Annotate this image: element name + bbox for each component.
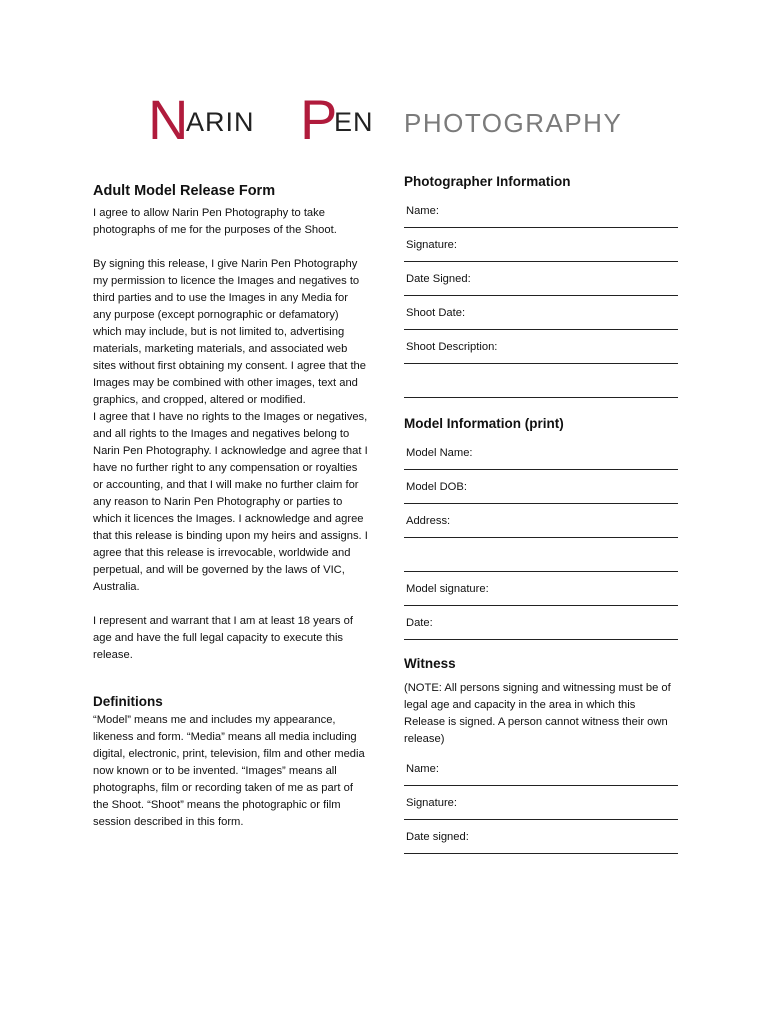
model-dob-field[interactable]: Model DOB: bbox=[404, 470, 678, 504]
company-logo bbox=[148, 88, 668, 151]
model-address-field[interactable]: Address: bbox=[404, 504, 678, 538]
shoot-description-extra-line[interactable] bbox=[404, 364, 678, 398]
photographer-signature-field[interactable]: Signature: bbox=[404, 228, 678, 262]
photographer-name-field[interactable]: Name: bbox=[404, 194, 678, 228]
consent-paragraph: I agree to allow Narin Pen Photography to take photographs of me for the purposes of the Shoot. bbox=[93, 207, 337, 236]
witness-section-title: Witness bbox=[404, 656, 456, 671]
logo-word-narin: ARIN bbox=[186, 107, 255, 137]
model-name-field[interactable]: Model Name: bbox=[404, 436, 678, 470]
model-address-extra-line[interactable] bbox=[404, 538, 678, 572]
definitions-paragraph: “Model” means me and includes my appearance, likeness and form. “Media” means all media including digital, electronic, print, television, film and other media now known or to be invented. “Images” means all photographs, film or recording taken of me as part of the Shoot. “Shoot” means the photographic or film session described in this form. bbox=[93, 714, 365, 828]
logo-initial-p: P bbox=[300, 88, 338, 151]
photographer-date-signed-field[interactable]: Date Signed: bbox=[404, 262, 678, 296]
model-signature-field[interactable]: Model signature: bbox=[404, 572, 678, 606]
model-section-title: Model Information (print) bbox=[404, 416, 564, 431]
shoot-description-field[interactable]: Shoot Description: bbox=[404, 330, 678, 364]
signature-fields-column bbox=[404, 174, 678, 854]
witness-note: (NOTE: All persons signing and witnessing must be of legal age and capacity in the area in which this Release is signed. A person cannot witness their own release) bbox=[404, 682, 671, 745]
form-title: Adult Model Release Form bbox=[93, 183, 276, 199]
model-date-field[interactable]: Date: bbox=[404, 606, 678, 640]
witness-date-signed-field[interactable]: Date signed: bbox=[404, 820, 678, 854]
logo-initial-n: N bbox=[148, 88, 189, 151]
witness-signature-field[interactable]: Signature: bbox=[404, 786, 678, 820]
logo-word-pen: EN bbox=[334, 107, 374, 137]
logo-word-photography: PHOTOGRAPHY bbox=[404, 108, 623, 138]
shoot-date-field[interactable]: Shoot Date: bbox=[404, 296, 678, 330]
definitions-heading: Definitions bbox=[93, 694, 163, 709]
licence-paragraph: By signing this release, I give Narin Pen Photography my permission to licence the Images and negatives to third parties and to use the Images in any Media for any purpose (except pornographic or defamatory) which may include, but is not limited to, advertising materials, marketing materials, and associated web sites without first obtaining my consent. I agree that the Images may be combined with other images, text and graphics, and cropped, altered or modified. bbox=[93, 258, 366, 406]
photographer-section-title: Photographer Information bbox=[404, 174, 571, 189]
age-warranty-paragraph: I represent and warrant that I am at least 18 years of age and have the full legal capacity to execute this release. bbox=[93, 615, 353, 661]
witness-name-field[interactable]: Name: bbox=[404, 752, 678, 786]
rights-paragraph: I agree that I have no rights to the Images or negatives, and all rights to the Images and negatives belong to Narin Pen Photography. I acknowledge and agree that I have no further right to any compensation or royalties or accounting, and that I will make no further claim for any reason to Narin Pen Photography or parties to which it licences the Images. I acknowledge and agree that this release is binding upon my heirs and assigns. I agree that this release is irrevocable, worldwide and perpetual, and will be governed by the laws of VIC, Australia. bbox=[93, 411, 368, 593]
release-terms-column bbox=[93, 183, 368, 831]
